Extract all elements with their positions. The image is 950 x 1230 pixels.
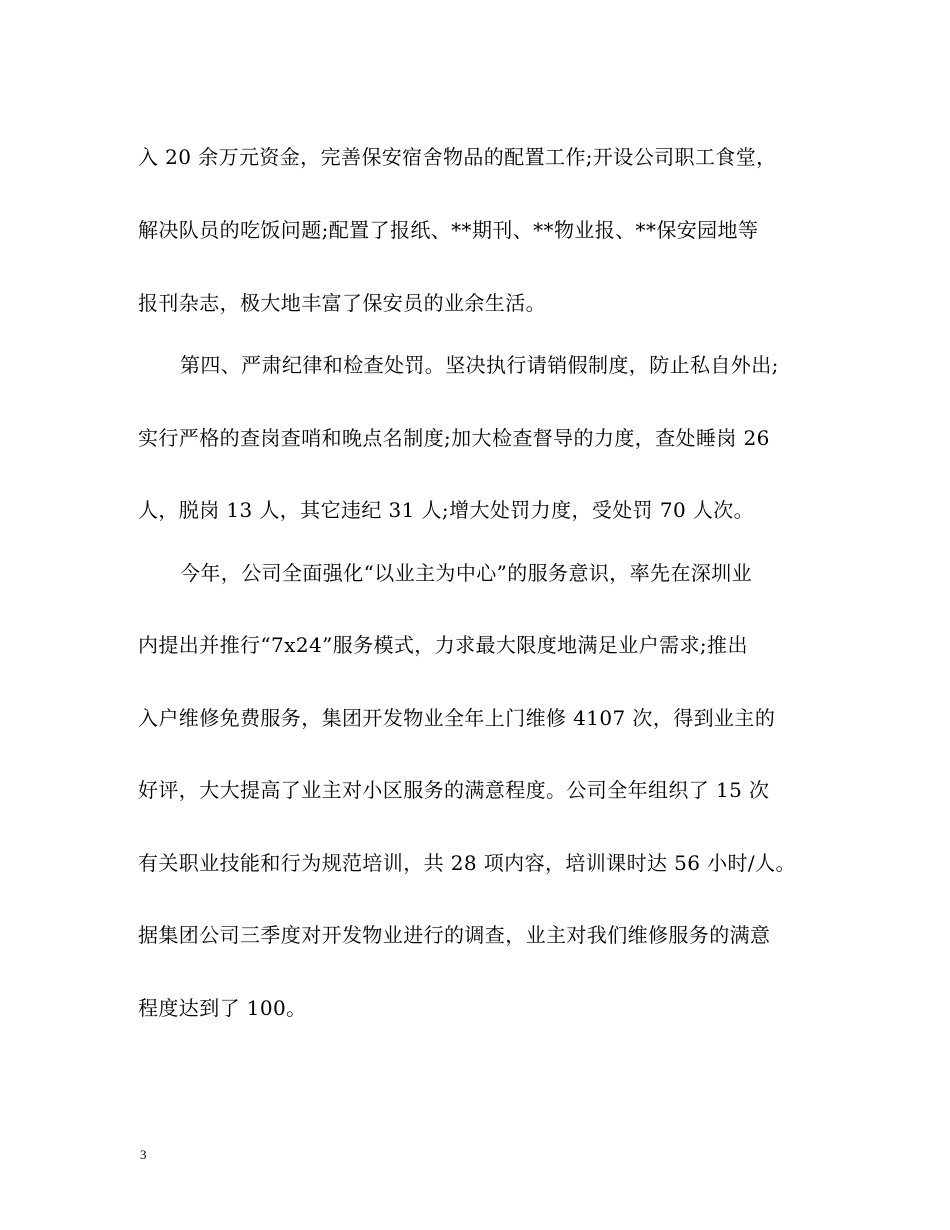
paragraph-first-line: 今年，公司全面强化“以业主为中心”的服务意识，率先在深圳业 xyxy=(180,561,753,585)
body-text-line: 入 20 余万元资金，完善保安宿舍物品的配置工作;开设公司职工食堂， xyxy=(138,145,777,169)
body-text-line: 内提出并推行“7x24”服务模式，力求最大限度地满足业户需求;推出 xyxy=(138,633,748,657)
body-text-line: 程度达到了 100。 xyxy=(138,996,307,1020)
body-text-line: 好评，大大提高了业主对小区服务的满意程度。公司全年组织了 15 次 xyxy=(138,778,770,802)
body-text-line: 报刊杂志，极大地丰富了保安员的业余生活。 xyxy=(138,291,546,315)
body-text-line: 实行严格的查岗查哨和晚点名制度;加大检查督导的力度，查处睡岗 26 xyxy=(138,426,770,450)
body-text-line: 据集团公司三季度对开发物业进行的调查，业主对我们维修服务的满意 xyxy=(138,923,771,947)
body-text-line: 解决队员的吃饭问题;配置了报纸、**期刊、**物业报、**保安园地等 xyxy=(138,218,759,242)
page-number: 3 xyxy=(140,1147,147,1162)
body-text-line: 入户维修免费服务，集团开发物业全年上门维修 4107 次，得到业主的 xyxy=(138,706,776,730)
body-text-line: 有关职业技能和行为规范培训，共 28 项内容，培训课时达 56 小时/人。 xyxy=(138,851,796,875)
body-text-line: 人，脱岗 13 人，其它违纪 31 人;增大处罚力度，受处罚 70 人次。 xyxy=(138,498,755,522)
paragraph-first-line: 第四、严肃纪律和检查处罚。坚决执行请销假制度，防止私自外出; xyxy=(180,353,779,377)
